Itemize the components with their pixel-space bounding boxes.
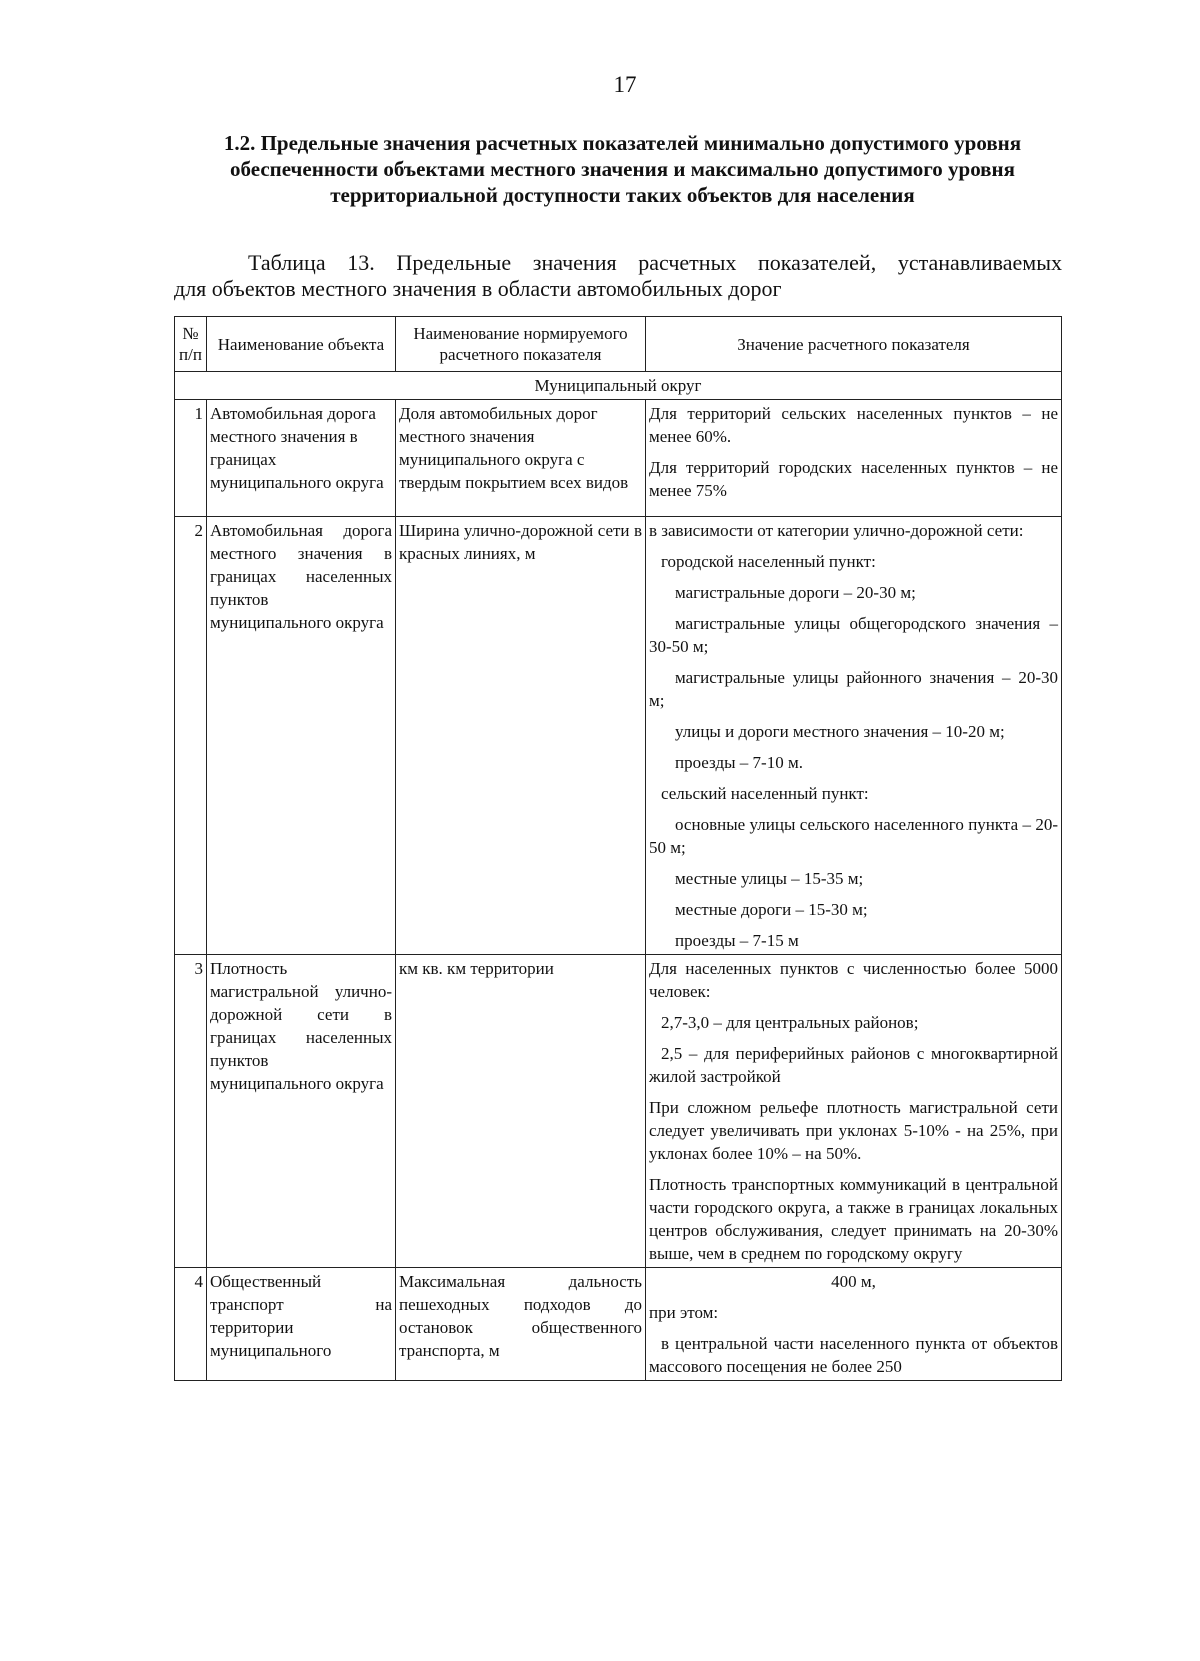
table-row (175, 1268, 1062, 1381)
value-paragraph: магистральные улицы общегородского значения – 30-50 м; (649, 614, 1058, 656)
section-heading: 1.2. Предельные значения расчетных показателей минимально допустимого уровня обеспеченности объектами местного значения и максимально допустимого уровня территориальной доступности таких объектов для населения (223, 131, 1022, 207)
header-object: Наименование объекта (207, 317, 396, 372)
table-caption-line-2: для объектов местного значения в области автомобильных дорог (174, 276, 782, 301)
value-paragraph: проезды – 7-10 м. (675, 753, 803, 772)
row-object: Общественный транспорт на территории муниципального (207, 1268, 396, 1381)
header-num: № п/п (175, 317, 207, 372)
value-paragraph: в зависимости от категории улично-дорожной сети: (649, 521, 1024, 540)
road-indicators-table (174, 316, 1062, 1381)
row-indicator: км кв. км территории (396, 955, 646, 1268)
section-row (175, 372, 1062, 400)
value-paragraph: При сложном рельефе плотность магистральной сети следует увеличивать при уклонах 5-10% - на 25%, при уклонах более 10% – на 50%. (649, 1098, 1058, 1163)
value-paragraph: Для территорий городских населенных пунктов – не менее 75% (649, 458, 1058, 500)
value-paragraph: Плотность транспортных коммуникаций в центральной части городского округа, а также в границах локальных центров обслуживания, следует принимать на 20-30% выше, чем в среднем по городскому округу (649, 1175, 1058, 1263)
row-value (646, 400, 1062, 517)
row-indicator: Доля автомобильных дорог местного значения муниципального округа с твердым покрытием всех видов (396, 400, 646, 517)
row-object: Автомобильная дорога местного значения в границах муниципального округа (207, 400, 396, 517)
value-paragraph: Для территорий сельских населенных пунктов – не менее 60%. (649, 404, 1058, 446)
row-value (646, 517, 1062, 955)
table-row (175, 400, 1062, 517)
row-indicator: Максимальная дальность пешеходных подходов до остановок общественного транспорта, м (396, 1268, 646, 1381)
value-paragraph: в центральной части населенного пункта от объектов массового посещения не более 250 (649, 1334, 1058, 1376)
row-number: 4 (175, 1268, 207, 1381)
table-row (175, 517, 1062, 955)
header-value: Значение расчетного показателя (646, 317, 1062, 372)
value-paragraph: при этом: (649, 1303, 719, 1322)
row-indicator: Ширина улично-дорожной сети в красных линиях, м (396, 517, 646, 955)
row-number: 3 (175, 955, 207, 1268)
value-paragraph: магистральные улицы районного значения – 20-30 м; (649, 668, 1058, 710)
table-caption (174, 250, 1062, 302)
row-object: Плотность магистральной улично-дорожной сети в границах населенных пунктов муниципального округа (207, 955, 396, 1268)
page-number: 17 (613, 72, 637, 97)
value-paragraph: 2,5 – для периферийных районов с многоквартирной жилой застройкой (649, 1044, 1058, 1086)
header-indicator: Наименование нормируемого расчетного показателя (396, 317, 646, 372)
value-paragraph: 2,7-3,0 – для центральных районов; (661, 1013, 919, 1032)
table-caption-line-1: Таблица 13. Предельные значения расчетных показателей, устанавливаемых (248, 250, 1062, 275)
value-paragraph: сельский населенный пункт: (661, 784, 869, 803)
value-paragraph: местные улицы – 15-35 м; (675, 869, 864, 888)
value-paragraph: улицы и дороги местного значения – 10-20 м; (675, 722, 1005, 741)
value-paragraph: городской населенный пункт: (661, 552, 876, 571)
value-paragraph: Для населенных пунктов с численностью более 5000 человек: (649, 959, 1058, 1001)
row-number: 1 (175, 400, 207, 517)
section-label: Муниципальный округ (175, 372, 1062, 400)
value-paragraph: 400 м, (831, 1272, 876, 1291)
row-value (646, 955, 1062, 1268)
value-paragraph: проезды – 7-15 м (675, 931, 799, 950)
value-paragraph: магистральные дороги – 20-30 м; (675, 583, 916, 602)
value-paragraph: основные улицы сельского населенного пункта – 20-50 м; (649, 815, 1058, 857)
value-paragraph: местные дороги – 15-30 м; (675, 900, 868, 919)
row-number: 2 (175, 517, 207, 955)
table-row (175, 955, 1062, 1268)
row-value (646, 1268, 1062, 1381)
table-header-row (175, 317, 1062, 372)
row-object: Автомобильная дорога местного значения в границах населенных пунктов муниципального округа (207, 517, 396, 955)
